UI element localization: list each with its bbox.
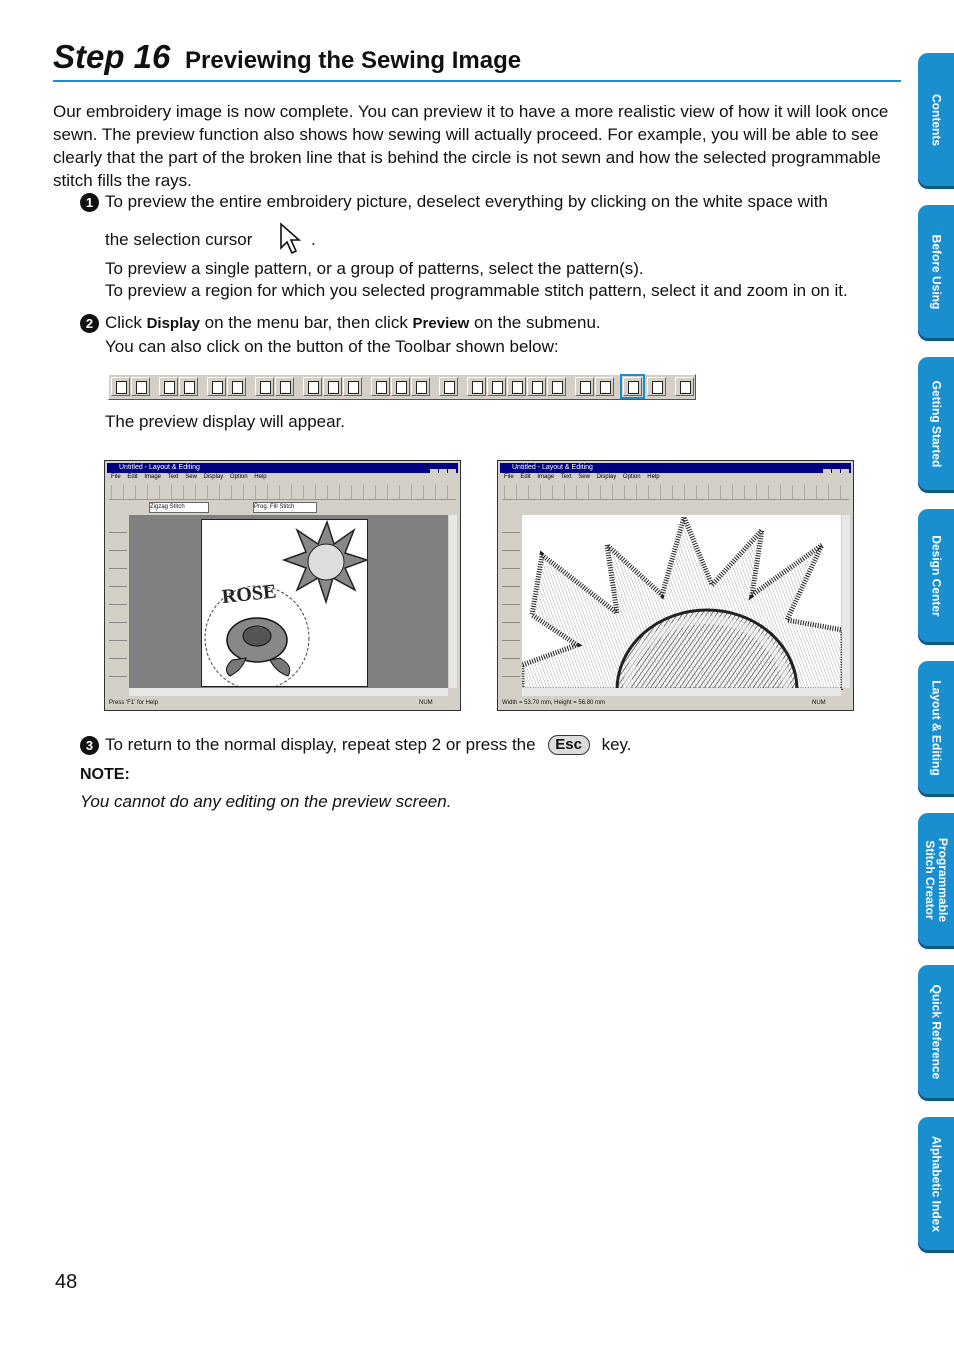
- text-icon-5[interactable]: [547, 377, 566, 396]
- tool-palette: [502, 517, 520, 694]
- preview-icon[interactable]: [623, 377, 642, 396]
- cut-icon[interactable]: [303, 377, 322, 396]
- tab-contents[interactable]: Contents: [918, 53, 954, 186]
- display-menu-word: Display: [146, 315, 200, 332]
- stitch-icon-1[interactable]: [575, 377, 594, 396]
- screenshot-preview-view: [497, 460, 854, 711]
- flip-icon[interactable]: [391, 377, 410, 396]
- window-toolbar: [502, 485, 849, 500]
- text-icon-2[interactable]: [487, 377, 506, 396]
- properties-icon[interactable]: [675, 377, 694, 396]
- window-controls: [429, 464, 457, 472]
- window-controls: [822, 464, 850, 472]
- step2-line2: You can also click on the button of the Toolbar shown below:: [105, 337, 559, 356]
- status-bar: [109, 698, 456, 708]
- step3-text-end: key.: [601, 735, 632, 754]
- stitch-icon-2[interactable]: [595, 377, 614, 396]
- new-icon[interactable]: [111, 377, 130, 396]
- line-stitch-select[interactable]: Zigzag Stitch: [149, 502, 209, 513]
- design-page: [201, 519, 368, 687]
- preview-submenu-word: Preview: [412, 315, 470, 332]
- page-title: Previewing the Sewing Image: [185, 47, 522, 74]
- step2-part1: Click: [105, 313, 147, 332]
- redo-icon[interactable]: [275, 377, 294, 396]
- tab-before-using[interactable]: Before Using: [918, 205, 954, 338]
- rose-text: ROSE: [220, 580, 278, 609]
- step2-part3: on the submenu.: [469, 313, 601, 332]
- copy-icon[interactable]: [323, 377, 342, 396]
- text-icon-4[interactable]: [527, 377, 546, 396]
- step-label: Step 16: [53, 38, 171, 75]
- step1-line1: To preview the entire embroidery picture, deselect everything by clicking on the white space with: [105, 192, 828, 211]
- status-text: Width = 53.70 mm, Height = 56.80 mm: [502, 700, 606, 706]
- esc-key: Esc: [548, 735, 590, 755]
- embroidery-artwork: [202, 520, 367, 686]
- page-heading: [53, 38, 901, 82]
- step3-line: [105, 734, 632, 756]
- window-menubar: File Edit Image Text Sew Display Option Help: [111, 474, 267, 480]
- fill-stitch-select[interactable]: Prog. Fill Stitch: [253, 502, 317, 513]
- screenshot-normal-view: [104, 460, 461, 711]
- tool-palette: [109, 517, 127, 694]
- step-number-1: 1: [80, 193, 99, 212]
- step-number-2: 2: [80, 314, 99, 333]
- tab-getting-started[interactable]: Getting Started: [918, 357, 954, 490]
- window-title: Untitled - Layout & Editing: [500, 463, 851, 473]
- stitch-selector-bar: [109, 501, 456, 513]
- tab-quick-reference[interactable]: Quick Reference: [918, 965, 954, 1098]
- window-title: Untitled - Layout & Editing: [107, 463, 458, 473]
- design-canvas: [129, 515, 448, 688]
- note-heading: NOTE:: [80, 766, 130, 783]
- tab-design-center[interactable]: Design Center: [918, 509, 954, 642]
- import-icon[interactable]: [159, 377, 178, 396]
- realistic-preview-icon[interactable]: [647, 377, 666, 396]
- vertical-scrollbar[interactable]: [449, 515, 457, 688]
- paste-icon[interactable]: [343, 377, 362, 396]
- step1-line2: [105, 229, 252, 251]
- preview-canvas: [522, 515, 841, 688]
- tab-alphabetic-index[interactable]: Alphabetic Index: [918, 1117, 954, 1250]
- tab-programmable-stitch-creator[interactable]: Programmable Stitch Creator: [918, 813, 954, 946]
- step1-line2-end: .: [311, 230, 316, 249]
- step2-part2: on the menu bar, then click: [199, 313, 413, 332]
- status-num: NUM: [419, 700, 433, 706]
- text-icon-3[interactable]: [507, 377, 526, 396]
- text-icon-1[interactable]: [467, 377, 486, 396]
- step1-line4: To preview a region for which you selected programmable stitch pattern, select it and zoom in on it.: [105, 281, 848, 300]
- horizontal-scrollbar[interactable]: [129, 688, 448, 696]
- window-toolbar: [109, 485, 456, 500]
- write-card-icon[interactable]: [227, 377, 246, 396]
- horizontal-scrollbar[interactable]: [522, 688, 841, 696]
- status-bar: [502, 698, 849, 708]
- tab-layout-editing[interactable]: Layout & Editing: [918, 661, 954, 794]
- step1-line2-text: the selection cursor: [105, 230, 253, 249]
- mirror-icon[interactable]: [371, 377, 390, 396]
- rotate-icon[interactable]: [411, 377, 430, 396]
- preview-option-bar: [502, 501, 849, 513]
- step2-line1: [105, 312, 601, 335]
- toolbar-image: [108, 374, 696, 400]
- status-num: NUM: [812, 700, 826, 706]
- zoomed-stitch-preview: [522, 515, 843, 690]
- step-number-3: 3: [80, 736, 99, 755]
- step2-after: The preview display will appear.: [105, 412, 346, 431]
- selection-cursor-icon: [278, 222, 304, 256]
- save-icon[interactable]: [207, 377, 226, 396]
- vertical-scrollbar[interactable]: [842, 515, 850, 688]
- status-text: Press 'F1' for Help: [109, 700, 158, 706]
- undo-icon[interactable]: [255, 377, 274, 396]
- note-text: You cannot do any editing on the preview screen.: [80, 792, 452, 811]
- step3-text: To return to the normal display, repeat step 2 or press the: [105, 735, 536, 754]
- import-card-icon[interactable]: [179, 377, 198, 396]
- font-icon[interactable]: [439, 377, 458, 396]
- open-icon[interactable]: [131, 377, 150, 396]
- window-menubar: File Edit Image Text Sew Display Option Help: [504, 474, 660, 480]
- page-number: 48: [55, 1271, 78, 1293]
- step1-line3: To preview a single pattern, or a group of patterns, select the pattern(s).: [105, 259, 644, 278]
- intro-paragraph: Our embroidery image is now complete. You can preview it to have a more realistic view of how it will look once sewn. The preview function also shows how sewing will actually proceed. For example, you will be able to see clearly that the part of the broken line that is behind the circle is not sewn and how the selected programmable stitch fills the rays.: [53, 102, 889, 190]
